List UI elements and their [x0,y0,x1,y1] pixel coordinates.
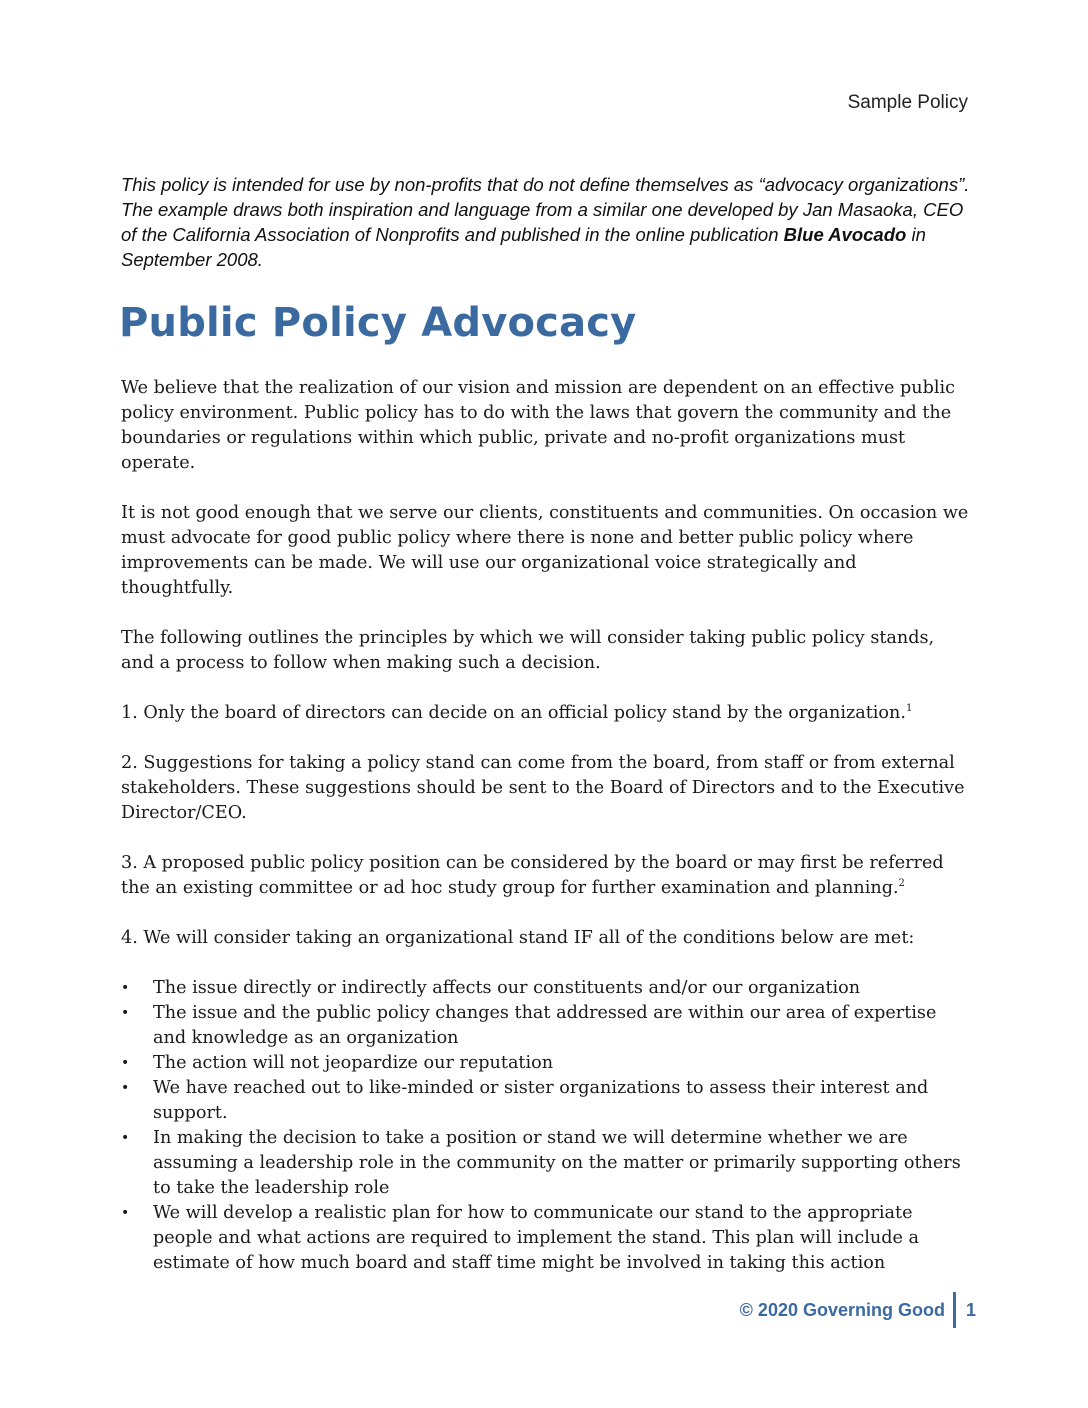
bullet-icon: • [121,1080,130,1096]
intro-text-end: in September 2008. [121,224,926,270]
numbered-item-text: 3. A proposed public policy position can be considered by the board or may first be referred the an existing committee or ad hoc study group for further examination and planning. [121,853,944,898]
footer-divider [953,1292,956,1328]
page-title: Public Policy Advocacy [119,300,637,346]
numbered-item-text: 2. Suggestions for taking a policy stand can come from the board, from staff or from external stakeholders. These suggestions should be sent to the Board of Directors and to the Executive Director/CEO. [121,753,965,823]
bullet-icon: • [121,1130,130,1146]
conditions-list [121,976,969,1276]
list-item-text: We have reached out to like-minded or sister organizations to assess their interest and support. [153,1078,929,1123]
list-item [121,976,969,1001]
list-item [121,1051,969,1076]
bullet-icon: • [121,1005,130,1021]
list-item [121,1001,969,1051]
intro-text: This policy is intended for use by non-profits that do not define themselves as “advocacy organizations”. The example draws both inspiration and language from a similar one developed by Jan Masaoka, CEO of the California Association of Nonprofits and published in the online publication [121,174,970,245]
numbered-item-text: 4. We will consider taking an organizational stand IF all of the conditions below are met: [121,928,915,948]
list-item-text: We will develop a realistic plan for how to communicate our stand to the appropriate people and what actions are required to implement the stand. This plan will include a estimate of how much board and staff time might be involved in taking this action [153,1203,919,1273]
policy-body [121,376,969,1276]
list-item [121,1201,969,1276]
list-item-text: The issue directly or indirectly affects our constituents and/or our organization [153,978,861,998]
paragraph: The following outlines the principles by which we will consider taking public policy stands, and a process to follow when making such a decision. [121,628,935,673]
numbered-item [121,926,969,951]
publication-name: Blue Avocado [783,224,907,245]
footnote-ref[interactable]: 1 [905,703,913,715]
page-footer [740,1292,976,1328]
bullet-icon: • [121,980,130,996]
header-label: Sample Policy [847,92,968,113]
list-item-text: The action will not jeopardize our reputation [153,1053,554,1073]
list-item-text: In making the decision to take a position or stand we will determine whether we are assuming a leadership role in the community on the matter or primarily supporting others to take the leadership role [153,1128,961,1198]
paragraph: It is not good enough that we serve our clients, constituents and communities. On occasion we must advocate for good public policy where there is none and better public policy where improvements can be made. We will use our organizational voice strategically and thoughtfully. [121,503,969,598]
list-item-text: The issue and the public policy changes that addressed are within our area of expertise and knowledge as an organization [153,1003,937,1048]
page-number: 1 [965,1299,976,1320]
bullet-icon: • [121,1205,130,1221]
numbered-item [121,851,969,901]
list-item [121,1126,969,1201]
copyright-text: © 2020 Governing Good [739,1299,945,1320]
numbered-item [121,751,969,826]
bullet-icon: • [121,1055,130,1071]
numbered-item-text: 1. Only the board of directors can decide on an official policy stand by the organization. [121,703,906,723]
list-item [121,1076,969,1126]
numbered-item [121,701,969,726]
footnote-ref[interactable]: 2 [898,878,905,890]
intro-note [121,172,981,272]
paragraph: We believe that the realization of our vision and mission are dependent on an effective public policy environment. Public policy has to do with the laws that govern the community and the boundaries or regulations within which public, private and no-profit organizations must operate. [121,378,955,473]
